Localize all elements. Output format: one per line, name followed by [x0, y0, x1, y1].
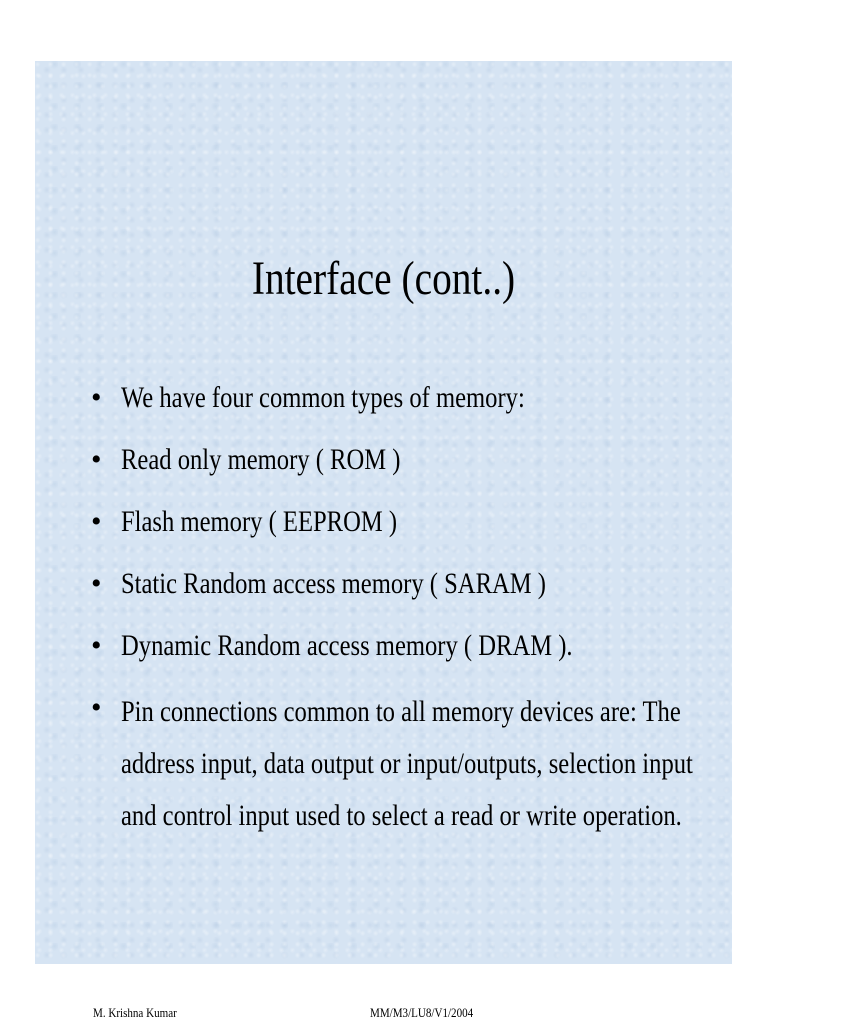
bullet-icon: •	[91, 567, 102, 600]
bullet-text: Dynamic Random access memory ( DRAM ).	[121, 629, 573, 662]
bullet-text: We have four common types of memory:	[121, 381, 525, 414]
bullet-item	[91, 624, 731, 668]
bullet-icon: •	[91, 505, 102, 538]
bullet-icon: •	[91, 629, 102, 662]
bullet-icon: •	[91, 691, 102, 724]
bullet-text: Read only memory ( ROM )	[121, 443, 401, 476]
bullet-text: Pin connections common to all memory devices are: The address input, data output or input/outputs, selection input and control input used to select a read or write operation.	[121, 695, 693, 832]
bullet-item	[91, 500, 731, 544]
slide-title: Interface (cont..)	[251, 252, 516, 305]
slide	[35, 61, 732, 1020]
bullet-text: Flash memory ( EEPROM )	[121, 505, 398, 538]
bullet-item	[91, 376, 731, 420]
bullet-icon: •	[91, 443, 102, 476]
bullet-item	[91, 562, 731, 606]
bullet-icon: •	[91, 381, 102, 414]
bullet-text: Static Random access memory ( SARAM )	[121, 567, 546, 600]
bullet-list	[91, 376, 731, 860]
bullet-item	[91, 686, 731, 842]
bullet-item	[91, 438, 731, 482]
footer-author: M. Krishna Kumar	[93, 1005, 177, 1020]
footer-code: MM/M3/LU8/V1/2004	[370, 1005, 474, 1020]
